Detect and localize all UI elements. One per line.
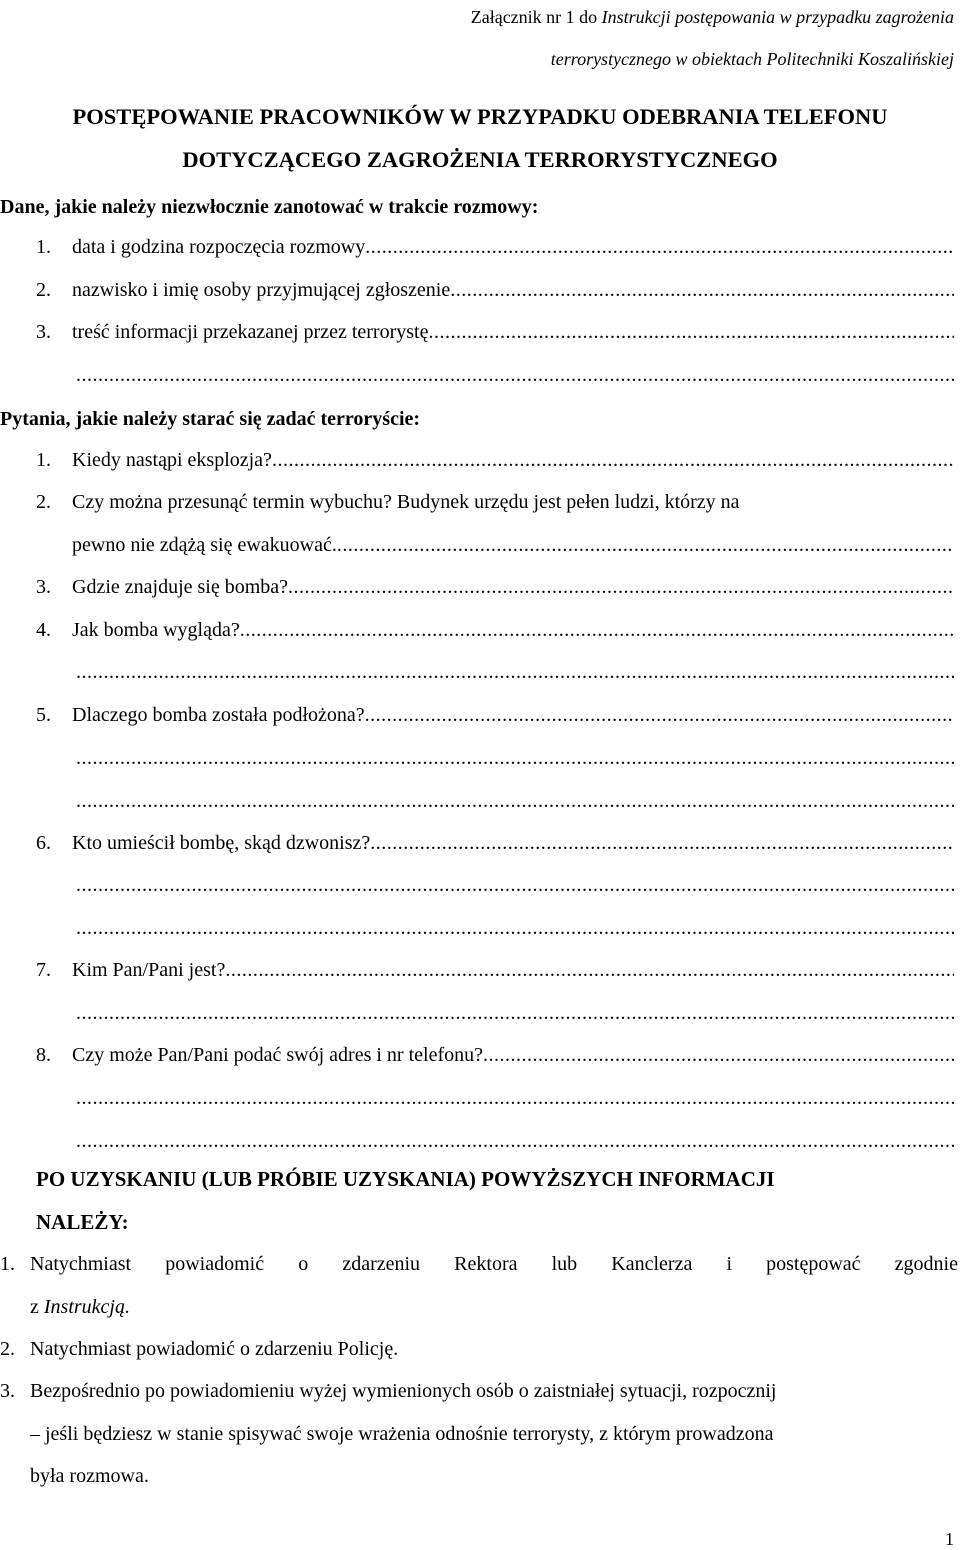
fill-in-line [240, 615, 954, 645]
fill-in-line [428, 317, 954, 347]
action-item-1-line1: Natychmiast powiadomić o zdarzeniu Rektora lub Kanclerza i postępować zgodnie [30, 1253, 958, 1275]
fill-in-line [76, 913, 954, 943]
header-line1-italic: Instrukcji postępowania w przypadku zagrożenia [601, 7, 954, 27]
fill-in-line [76, 1083, 954, 1113]
fill-in-line [76, 870, 954, 900]
fill-in-line [370, 828, 954, 858]
fill-in-line [76, 743, 954, 773]
fill-in-line [337, 530, 954, 560]
fill-in-line [272, 445, 954, 475]
document-title-line1: POSTĘPOWANIE PRACOWNIKÓW W PRZYPADKU ODEBRANIA TELEFONU [72, 104, 888, 129]
question-item-6-line [76, 870, 954, 900]
data-section-heading: Dane, jakie należy niezwłocznie zanotować w trakcie rozmowy: [0, 196, 539, 218]
question-item-5: 5. Dlaczego bomba została podłożona? ..... [36, 700, 954, 730]
fill-in-line [76, 786, 954, 816]
fill-in-line [483, 1040, 954, 1070]
action-item-3-line2: – jeśli będziesz w stanie spisywać swoje wrażenia odnośnie terrorysty, z którym prowadzona [30, 1423, 774, 1445]
question-item-8: 8. Czy może Pan/Pani podać swój adres i nr telefonu? ..... [36, 1040, 954, 1070]
question-item-8-line [76, 1083, 954, 1113]
fill-in-line [450, 275, 954, 305]
action-item-3-line3: była rozmowa. [30, 1465, 149, 1487]
question-item-7: 7. Kim Pan/Pani jest? ..... [36, 955, 954, 985]
question-item-8-line [76, 1126, 954, 1156]
fill-in-line [225, 955, 954, 985]
header-line1-prefix: Załącznik nr 1 do [470, 7, 602, 27]
action-item-1-num: 1. [0, 1253, 15, 1275]
action-item-1-line2: z Instrukcją. [30, 1296, 130, 1318]
fill-in-line [76, 1126, 954, 1156]
page-number: 1 [945, 1529, 954, 1549]
question-item-4: 4. Jak bomba wygląda? ..... [36, 615, 954, 645]
question-item-2-continuation: pewno nie zdążą się ewakuować. ..... [72, 530, 954, 560]
data-item-3: 3. treść informacji przekazanej przez terrorystę ..... [36, 317, 954, 347]
action-item-3-num: 3. [0, 1380, 15, 1402]
question-item-6-line [76, 913, 954, 943]
fill-in-line [365, 700, 954, 730]
after-section-heading-line1: PO UZYSKANIU (LUB PRÓBIE UZYSKANIA) POWYŻSZYCH INFORMACJI [36, 1167, 775, 1191]
action-item-3-line1: Bezpośrednio po powiadomieniu wyżej wymienionych osób o zaistniałej sytuacji, rozpocznij [30, 1380, 777, 1402]
fill-in-line [76, 360, 954, 390]
question-item-4-line [76, 657, 954, 687]
question-item-7-line [76, 998, 954, 1028]
document-title-line2: DOTYCZĄCEGO ZAGROŻENIA TERRORYSTYCZNEGO [182, 147, 778, 172]
fill-in-line [288, 572, 954, 602]
question-item-2: 2. Czy można przesunąć termin wybuchu? Budynek urzędu jest pełen ludzi, którzy na [36, 491, 740, 513]
question-item-5-line [76, 786, 954, 816]
question-item-5-line [76, 743, 954, 773]
action-item-2-line1: Natychmiast powiadomić o zdarzeniu Policję. [30, 1338, 399, 1360]
data-item-3-continuation [76, 360, 954, 390]
fill-in-line [365, 232, 954, 262]
fill-in-line [76, 657, 954, 687]
question-item-1: 1. Kiedy nastąpi eksplozja? ..... [36, 445, 954, 475]
header-line2-italic: terrorystycznego w obiektach Politechniki Koszalińskiej [550, 49, 954, 69]
data-item-1: 1. data i godzina rozpoczęcia rozmowy ..... [36, 232, 954, 262]
action-item-2-num: 2. [0, 1338, 15, 1360]
question-item-3: 3. Gdzie znajduje się bomba? ..... [36, 572, 954, 602]
fill-in-line [76, 998, 954, 1028]
attachment-header [471, 0, 954, 76]
after-section-heading-line2: NALEŻY: [36, 1210, 129, 1234]
data-item-2: 2. nazwisko i imię osoby przyjmującej zgłoszenie ..... [36, 275, 954, 305]
question-item-6: 6. Kto umieścił bombę, skąd dzwonisz? ..... [36, 828, 954, 858]
questions-section-heading: Pytania, jakie należy starać się zadać terroryście: [0, 408, 421, 430]
